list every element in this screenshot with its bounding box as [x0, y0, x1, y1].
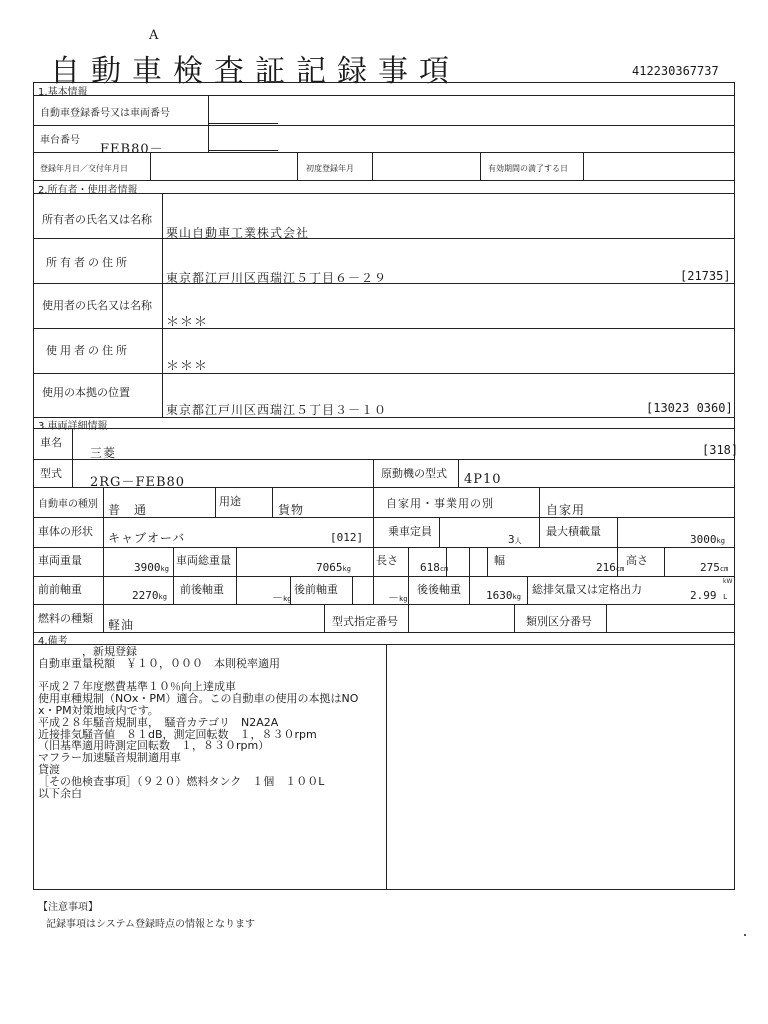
weight-value: 3900kg — [134, 561, 169, 574]
rule — [469, 547, 470, 604]
rule — [103, 547, 104, 604]
rule — [208, 150, 278, 151]
section-remarks: 4.備考 — [38, 636, 68, 647]
body-label: 車体の形状 — [38, 525, 93, 538]
make-value: 三菱 — [90, 446, 117, 460]
purpose-value: 自家用 — [546, 503, 586, 517]
section-basic: 1.基本情報 — [38, 87, 88, 98]
rule — [272, 487, 273, 517]
rule — [103, 487, 104, 517]
capacity-label: 乗車定員 — [388, 525, 432, 538]
rule — [664, 547, 665, 576]
rule — [103, 517, 104, 547]
rule — [480, 152, 481, 180]
model-label: 型式 — [40, 467, 62, 480]
certificate-form — [33, 82, 739, 890]
rule — [34, 644, 734, 645]
rule — [439, 517, 440, 547]
owner-name-label: 所有者の氏名又は名称 — [42, 213, 152, 226]
base-location-label: 使用の本拠の位置 — [42, 386, 130, 399]
rule — [297, 152, 298, 180]
rule — [372, 152, 373, 180]
kind-label: 自動車の種別 — [38, 499, 98, 510]
rr-axle-label: 後後軸重 — [417, 583, 461, 596]
fr-axle-value: －kg — [272, 591, 292, 604]
chassis-label: 車台番号 — [40, 135, 80, 146]
user-name-label: 使用者の氏名又は名称 — [42, 299, 152, 312]
fuel-label: 燃料の種類 — [38, 612, 93, 625]
owner-address-code: [21735] — [680, 269, 731, 283]
width-value: 216cm — [596, 561, 625, 574]
rr-axle-value: 1630kg — [486, 589, 521, 602]
make-code: [318] — [702, 443, 739, 457]
rf-axle-label: 後前軸重 — [294, 583, 338, 596]
length-label: 長さ — [376, 554, 398, 567]
ff-axle-value: 2270kg — [132, 589, 167, 602]
capacity-value: 3人 — [508, 533, 522, 546]
rule — [208, 123, 278, 124]
engine-value: 4P10 — [464, 472, 502, 487]
rule — [408, 547, 409, 604]
user-address-label: 使用者の住所 — [46, 344, 130, 357]
fuel-value: 軽油 — [108, 618, 135, 632]
maxload-label: 最大積載量 — [546, 525, 601, 538]
rule — [352, 576, 353, 604]
rule — [34, 125, 734, 126]
ff-axle-label: 前前軸重 — [38, 583, 82, 596]
make-label: 車名 — [40, 436, 62, 449]
expiry-label: 有効期間の満了する日 — [488, 164, 568, 173]
rule — [617, 517, 618, 547]
rule — [173, 547, 174, 604]
rule — [34, 373, 734, 374]
rule — [527, 576, 528, 604]
height-value: 275cm — [700, 561, 729, 574]
base-location-value: 東京都江戸川区西瑞江５丁目３－１０ — [166, 403, 388, 417]
body-value: キャブオーバ — [108, 531, 186, 545]
rule — [373, 547, 374, 604]
displacement-value: 2.99 L — [690, 589, 728, 602]
model-value: 2RG－FEB80 — [90, 475, 186, 490]
base-location-code: [13023 0360] — [646, 401, 733, 415]
rule — [539, 487, 540, 517]
purpose-label: 自家用・事業用の別 — [386, 497, 494, 510]
rule — [373, 459, 374, 487]
reg-no-label: 自動車登録番号又は車両番号 — [40, 108, 170, 119]
maxload-value: 3000kg — [690, 533, 725, 546]
length-value: 618cm — [420, 561, 449, 574]
gross-label: 車両総重量 — [176, 554, 231, 567]
rule — [324, 604, 325, 632]
displacement-label: 総排気量又は定格出力 — [532, 583, 642, 596]
rule — [34, 576, 734, 577]
owner-address-value: 東京都江戸川区西瑞江５丁目６－２９ — [166, 271, 388, 285]
page-mark: A — [149, 28, 159, 43]
rule — [487, 547, 488, 576]
rule — [583, 152, 584, 180]
reg-date-label: 登録年月日／交付年月日 — [40, 164, 128, 173]
type-cert-label: 型式指定番号 — [332, 615, 398, 628]
rule — [373, 517, 374, 547]
rule — [34, 547, 734, 548]
user-name-value: ＊＊＊ — [166, 315, 209, 330]
section-vehicle: 3.車両詳細情報 — [38, 421, 108, 432]
rule — [408, 604, 409, 632]
use-value: 貨物 — [278, 503, 305, 517]
rule — [373, 487, 374, 517]
gross-value: 7065kg — [316, 561, 351, 574]
rule — [34, 632, 734, 633]
rule — [539, 517, 540, 547]
rule — [34, 180, 734, 181]
engine-label: 原動機の型式 — [381, 467, 447, 480]
rf-axle-value: －kg — [388, 591, 408, 604]
width-label: 幅 — [494, 554, 505, 567]
rule — [606, 604, 607, 632]
displacement-unit-kw: kW — [723, 578, 733, 585]
rule — [103, 604, 104, 632]
rule — [34, 459, 734, 460]
rule — [72, 428, 73, 487]
rule — [514, 604, 515, 632]
document-title: 自動車検査証記録事項 — [50, 54, 460, 89]
height-label: 高さ — [626, 554, 648, 567]
first-reg-label: 初度登録年月 — [306, 164, 354, 173]
weight-label: 車両重量 — [38, 554, 82, 567]
rule — [215, 487, 216, 517]
chassis-value: FEB80－ — [100, 142, 164, 157]
rule — [34, 604, 734, 605]
fr-axle-label: 前後軸重 — [180, 583, 224, 596]
class-label: 類別区分番号 — [526, 615, 592, 628]
rule — [34, 193, 734, 194]
body-code: [012] — [330, 531, 364, 544]
caution-body: 記録事項はシステム登録時点の情報となります — [46, 919, 255, 930]
rule — [34, 328, 734, 329]
rule — [458, 459, 459, 487]
owner-address-label: 所有者の住所 — [46, 256, 130, 269]
user-address-value: ＊＊＊ — [166, 359, 209, 374]
rule — [162, 193, 163, 417]
section-owner: 2.所有者・使用者情報 — [38, 185, 138, 196]
rule — [236, 547, 237, 604]
rule — [34, 428, 734, 429]
remarks-text: ，新規登録 自動車重量税額 ￥１０，０００ 本則税率適用 平成２７年度燃費基準１０％向上達成車 使用車種規制（NOx・PM）適合。この自動車の使用の本拠はNO x・PM対策地域内です。 平成２８年騒音規制車， 騒音カテゴリ N2A2A 近接排気騒音値 ８１dB，測定回転数 １，８３０rpm （旧基準適用時測定回転数 １，８３０rpm） マフラー加速騒音規制適用車 貸渡 ［その他検査事項］（９２０）燃料タンク １個 １００L 以下余白 — [38, 645, 359, 800]
rule — [34, 95, 734, 96]
kind-value: 普 通 — [108, 503, 148, 517]
caution-heading: 【注意事項】 — [38, 902, 98, 913]
owner-name-value: 栗山自動車工業株式会社 — [166, 226, 310, 240]
rule — [386, 644, 387, 890]
scan-speck — [744, 934, 746, 936]
document-number: 412230367737 — [632, 64, 719, 78]
rule — [34, 238, 734, 239]
use-label: 用途 — [219, 495, 241, 508]
